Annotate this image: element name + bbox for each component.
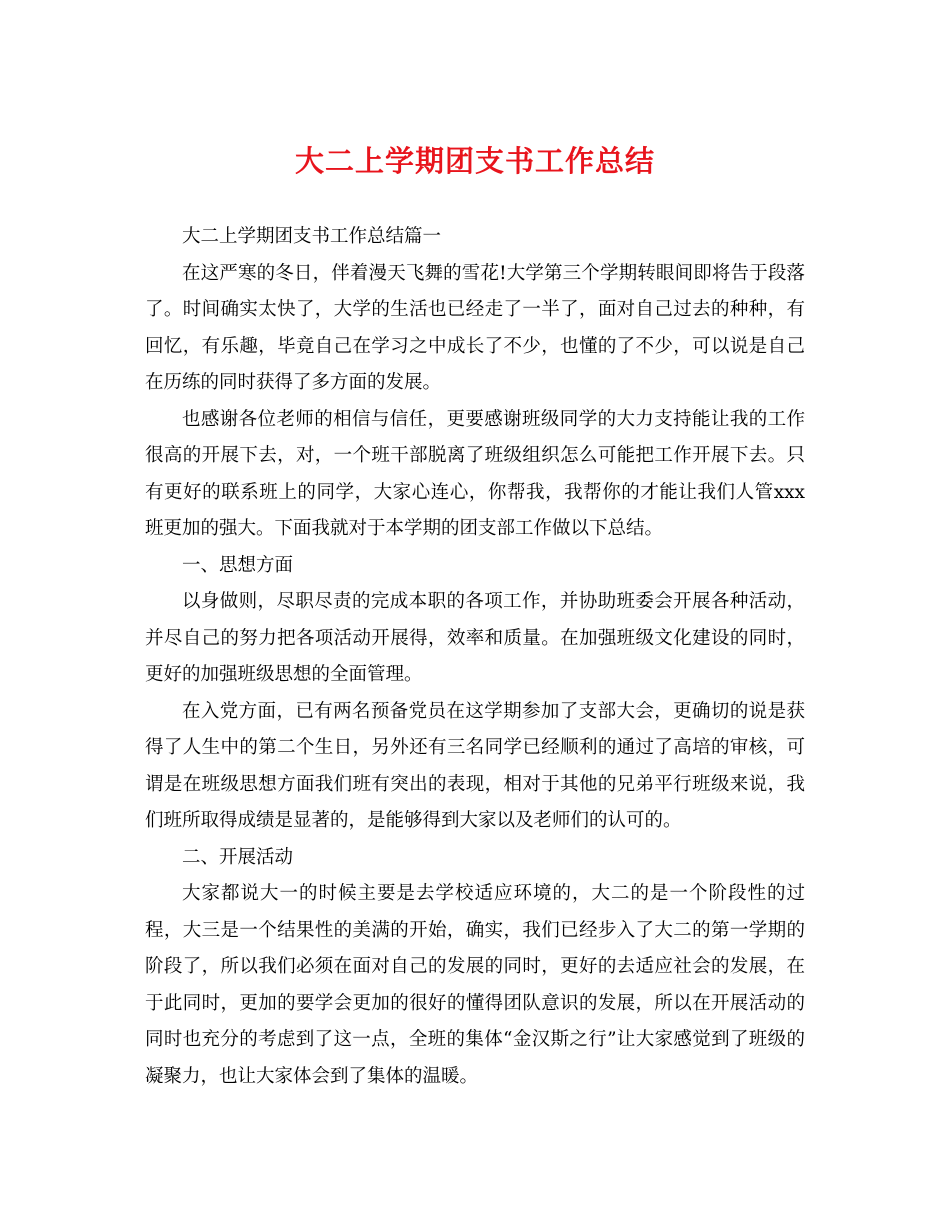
paragraph-thanks: 也感谢各位老师的相信与信任，更要感谢班级同学的大力支持能让我的工作很高的开展下去，对，一个班干部脱离了班级组织怎么可能把工作开展下去。只有更好的联系班上的同学，大家心连心，你帮我，我帮你的才能让我们人管xxx班更加的强大。下面我就对于本学期的团支部工作做以下总结。 [145, 408, 805, 539]
paragraph-subtitle: 大二上学期团支书工作总结篇一 [182, 226, 442, 247]
document-title: 大二上学期团支书工作总结 [294, 144, 655, 178]
section-heading-ideology: 一、思想方面 [182, 554, 294, 576]
paragraph-party-membership: 在入党方面，已有两名预备党员在这学期参加了支部大会，更确切的说是获得了人生中的第二个生日，另外还有三名同学已经顺利的通过了高培的审核，可谓是在班级思想方面我们班有突出的表现，相对于其他的兄弟平行班级来说，我们班所取得成绩是显著的，是能够得到大家以及老师们的认可的。 [145, 700, 805, 831]
paragraph-activities: 大家都说大一的时候主要是去学校适应环境的，大二的是一个阶段性的过程，大三是一个结果性的美满的开始，确实，我们已经步入了大二的第一学期的阶段了，所以我们必须在面对自己的发展的同时，更好的去适应社会的发展，在于此同时，更加的要学会更加的很好的懂得团队意识的发展，所以在开展活动的同时也充分的考虑到了这一点，全班的集体“金汉斯之行”让大家感觉到了班级的凝聚力，也让大家体会到了集体的温暖。 [145, 883, 805, 1087]
paragraph-intro: 在这严寒的冬日，伴着漫天飞舞的雪花!大学第三个学期转眼间即将告于段落了。时间确实太快了，大学的生活也已经走了一半了，面对自己过去的种种，有回忆，有乐趣，毕竟自己在学习之中成长了不少，也懂的了不少，可以说是自己在历练的同时获得了多方面的发展。 [145, 262, 805, 393]
document-body [145, 219, 805, 1095]
paragraph-ideology-work: 以身做则，尽职尽责的完成本职的各项工作，并协助班委会开展各种活动，并尽自己的努力把各项活动开展得，效率和质量。在加强班级文化建设的同时，更好的加强班级思想的全面管理。 [145, 591, 805, 685]
section-heading-activities: 二、开展活动 [182, 846, 294, 868]
